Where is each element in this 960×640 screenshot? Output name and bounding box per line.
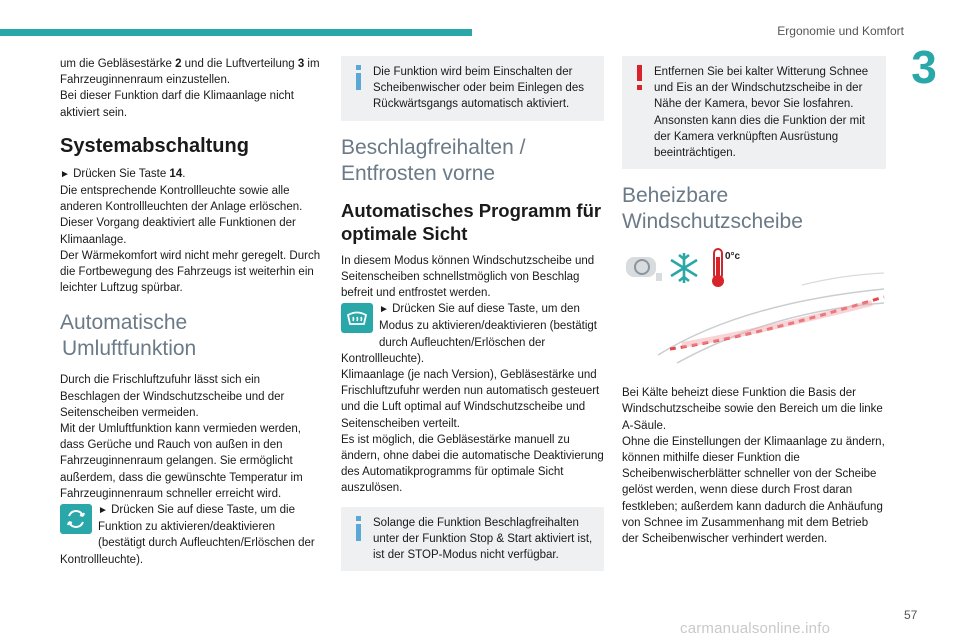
info-note-auto-activation: Die Funktion wird beim Einschalten der Scheibenwischer oder beim Einlegen des Rückwärtsgangs automatisch aktiviert. <box>341 56 604 121</box>
column-middle <box>341 56 604 581</box>
recirc-para-1: Durch die Frischluftzufuhr lässt sich ein Beschlagen der Windschutzscheibe und der Seitenscheiben vermeiden. <box>60 374 285 419</box>
intro-paragraph: um die Gebläsestärke 2 und die Luftverteilung 3 im Fahrzeuginnenraum einzustellen. <box>60 58 320 87</box>
column-left <box>60 56 322 568</box>
warning-note-camera: Entfernen Sie bei kalter Witterung Schnee und Eis an der Windschutzscheibe in der Nähe der Kamera, bevor Sie losfahren. Ansonsten kann dies die Funktion der mit der Kamera verknüpften Ausrüstung beeinträchtigen. <box>622 56 886 169</box>
auto-para-3: Es ist möglich, die Gebläsestärke manuell zu ändern, ohne dabei die automatische Deaktivierung des Automatikprogramms für optimale Sicht auszulösen. <box>341 433 604 495</box>
defrost-step: ► Drücken Sie auf diese Taste, um den Modus zu aktivieren/deaktivieren (bestätigt durch Aufleuchten/Erlöschen der Kontrollleuchte). <box>341 303 597 365</box>
heated-windscreen-illustration <box>622 245 886 369</box>
arrow-bullet-icon: ► <box>60 168 70 180</box>
info-icon <box>352 65 366 91</box>
warning-icon <box>633 65 647 91</box>
watermark: carmanualsonline.info <box>680 620 831 637</box>
system-para-1: Die entsprechende Kontrollleuchte sowie alle anderen Kontrollleuchten der Anlage erlöschen. <box>60 185 303 214</box>
heading-auto-visibility: Automatisches Programm für optimale Sicht <box>341 199 602 244</box>
info-note-stop-start: Solange die Funktion Beschlagfreihalten unter der Funktion Stop & Start aktiviert ist, ist der STOP-Modus nicht verfügbar. <box>341 507 604 572</box>
info-icon <box>352 516 366 542</box>
intro-note: Bei dieser Funktion darf die Klimaanlage nicht aktiviert sein. <box>60 90 294 119</box>
heading-recirculation: Automatische Umluftfunktion <box>60 311 197 361</box>
auto-para-2: Klimaanlage (je nach Version), Gebläsestärke und Frischluftzufuhr werden nun automatisch gesteuert und die Luft optimal auf Windschutzscheibe und Seitenscheiben verteilt. <box>341 369 600 430</box>
chapter-title: Ergonomie und Komfort <box>777 24 904 38</box>
column-right <box>622 56 886 547</box>
page-number: 57 <box>904 608 918 622</box>
heated-para-2: Ohne die Einstellungen der Klimaanlage zu ändern, können mithilfe dieser Funktion die Scheibenwischerblätter schneller von der Scheibe gelöst werden, wenn diese durch Frost daran festkleben; außerdem kann dadurch die Anhäufung von Schnee im Zusammenhang mit dem Betrieb der Scheibenwischer verhindert werden. <box>622 435 885 546</box>
heated-para-1: Bei Kälte beheizt diese Funktion die Basis der Windschutzscheibe sowie den Bereich um die linke A-Säule. <box>622 387 883 432</box>
arrow-bullet-icon: ► <box>98 505 108 517</box>
heading-defrost-front: Beschlagfreihalten / Entfrosten vorne <box>341 135 526 185</box>
auto-para-1: In diesem Modus können Windschutzscheibe und Seitenscheiben schnellstmöglich von Beschlag befreit und entfrostet werden. <box>341 254 595 300</box>
temperature-label: 0°c <box>725 251 741 263</box>
system-para-2: Dieser Vorgang deaktiviert alle Funktionen der Klimaanlage. <box>60 217 296 246</box>
chapter-number: 3 <box>911 41 937 93</box>
step-press-14: ► Drücken Sie Taste 14. <box>60 167 186 180</box>
windscreen-defrost-icon <box>341 303 373 333</box>
heading-system-off: Systemabschaltung <box>60 134 249 157</box>
camera-icon <box>626 257 662 281</box>
thermometer-icon <box>712 249 724 287</box>
arrow-bullet-icon: ► <box>379 304 389 316</box>
recirculation-icon <box>60 504 92 534</box>
recirc-para-2: Mit der Umluftfunktion kann vermieden werden, dass Gerüche und Rauch von außen in den Fahrzeuginnenraum gelangen. Sie ermöglicht außerdem, dass die gewünschte Temperatur im Fahrzeuginnenraum schneller erreicht wird. <box>60 423 303 500</box>
header-accent-bar <box>0 29 472 36</box>
heading-heated-windscreen: Beheizbare Windschutzscheibe <box>622 184 803 234</box>
system-para-3: Der Wärmekomfort wird nicht mehr geregelt. Durch die Fortbewegung des Fahrzeugs ist weiterhin ein leichter Luftzug spürbar. <box>60 249 321 295</box>
recirc-step: ► Drücken Sie auf diese Taste, um die Funktion zu aktivieren/deaktivieren (bestätigt durch Aufleuchten/Erlöschen der Kontrollleuchte). <box>60 504 315 566</box>
snowflake-icon <box>671 253 697 283</box>
